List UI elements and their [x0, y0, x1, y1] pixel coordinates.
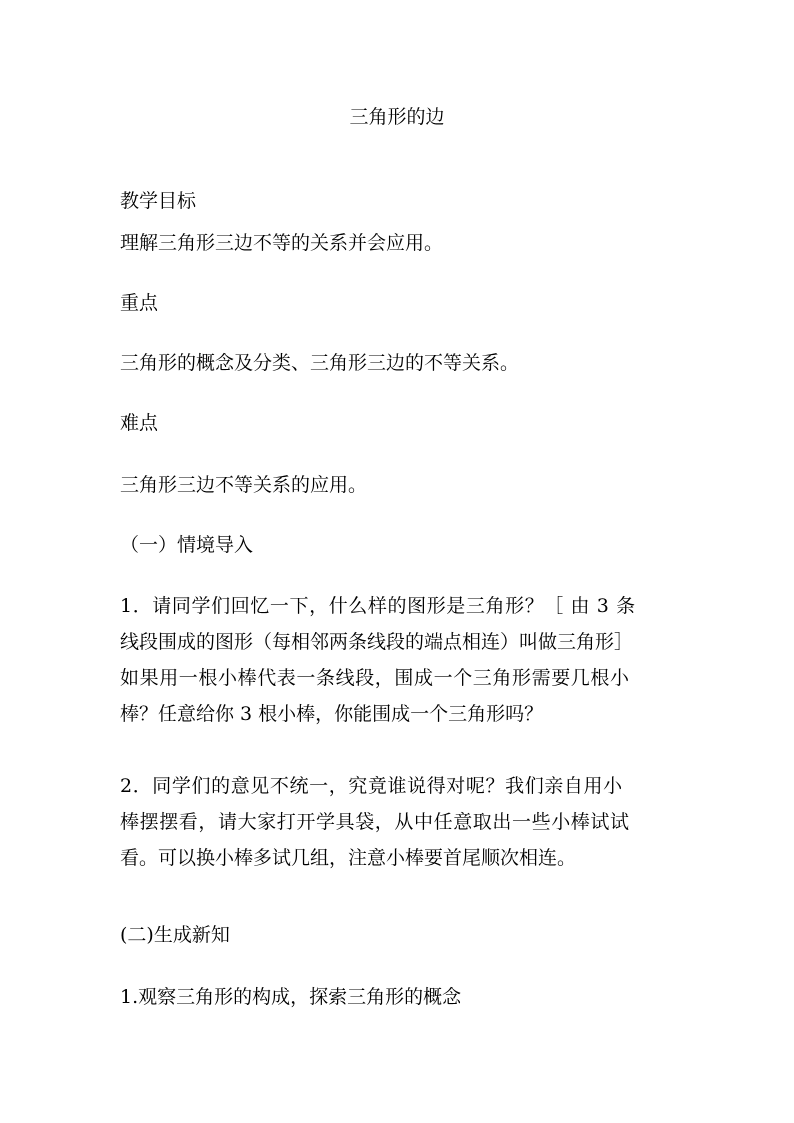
section1-item2-line: 棒摆摆看，请大家打开学具袋，从中任意取出一些小棒试试 [120, 811, 630, 833]
key-point-heading: 重点 [120, 292, 159, 314]
key-point-text: 三角形的概念及分类、三角形三边的不等关系。 [120, 352, 520, 374]
section2-item1: 1.观察三角形的构成，探索三角形的概念 [120, 986, 462, 1008]
section1-item1-line: 如果用一根小棒代表一条线段，围成一个三角形需要几根小 [120, 667, 630, 689]
difficulty-heading: 难点 [120, 412, 159, 434]
section1-item1-line: 线段围成的图形（每相邻两条线段的端点相连）叫做三角形］ [120, 631, 634, 653]
section1-item2-line: 看。可以换小棒多试几组，注意小棒要首尾顺次相连。 [120, 847, 577, 869]
section2-heading: (二)生成新知 [120, 924, 230, 946]
section1-item1 [120, 588, 680, 732]
document-title: 三角形的边 [349, 106, 445, 128]
section1-heading: （一）情境导入 [120, 534, 254, 556]
difficulty-text: 三角形三边不等关系的应用。 [120, 474, 368, 496]
section1-item2 [120, 768, 680, 876]
objectives-heading: 教学目标 [120, 190, 197, 212]
section1-item1-line: 棒？任意给你 3 根小棒，你能围成一个三角形吗？ [120, 703, 544, 725]
section1-item2-line: 2．同学们的意见不统一，究竟谁说得对呢？我们亲自用小 [120, 775, 623, 797]
objectives-text: 理解三角形三边不等的关系并会应用。 [120, 232, 444, 254]
section1-item1-line: 1．请同学们回忆一下，什么样的图形是三角形？［ 由 3 条 [120, 595, 636, 617]
